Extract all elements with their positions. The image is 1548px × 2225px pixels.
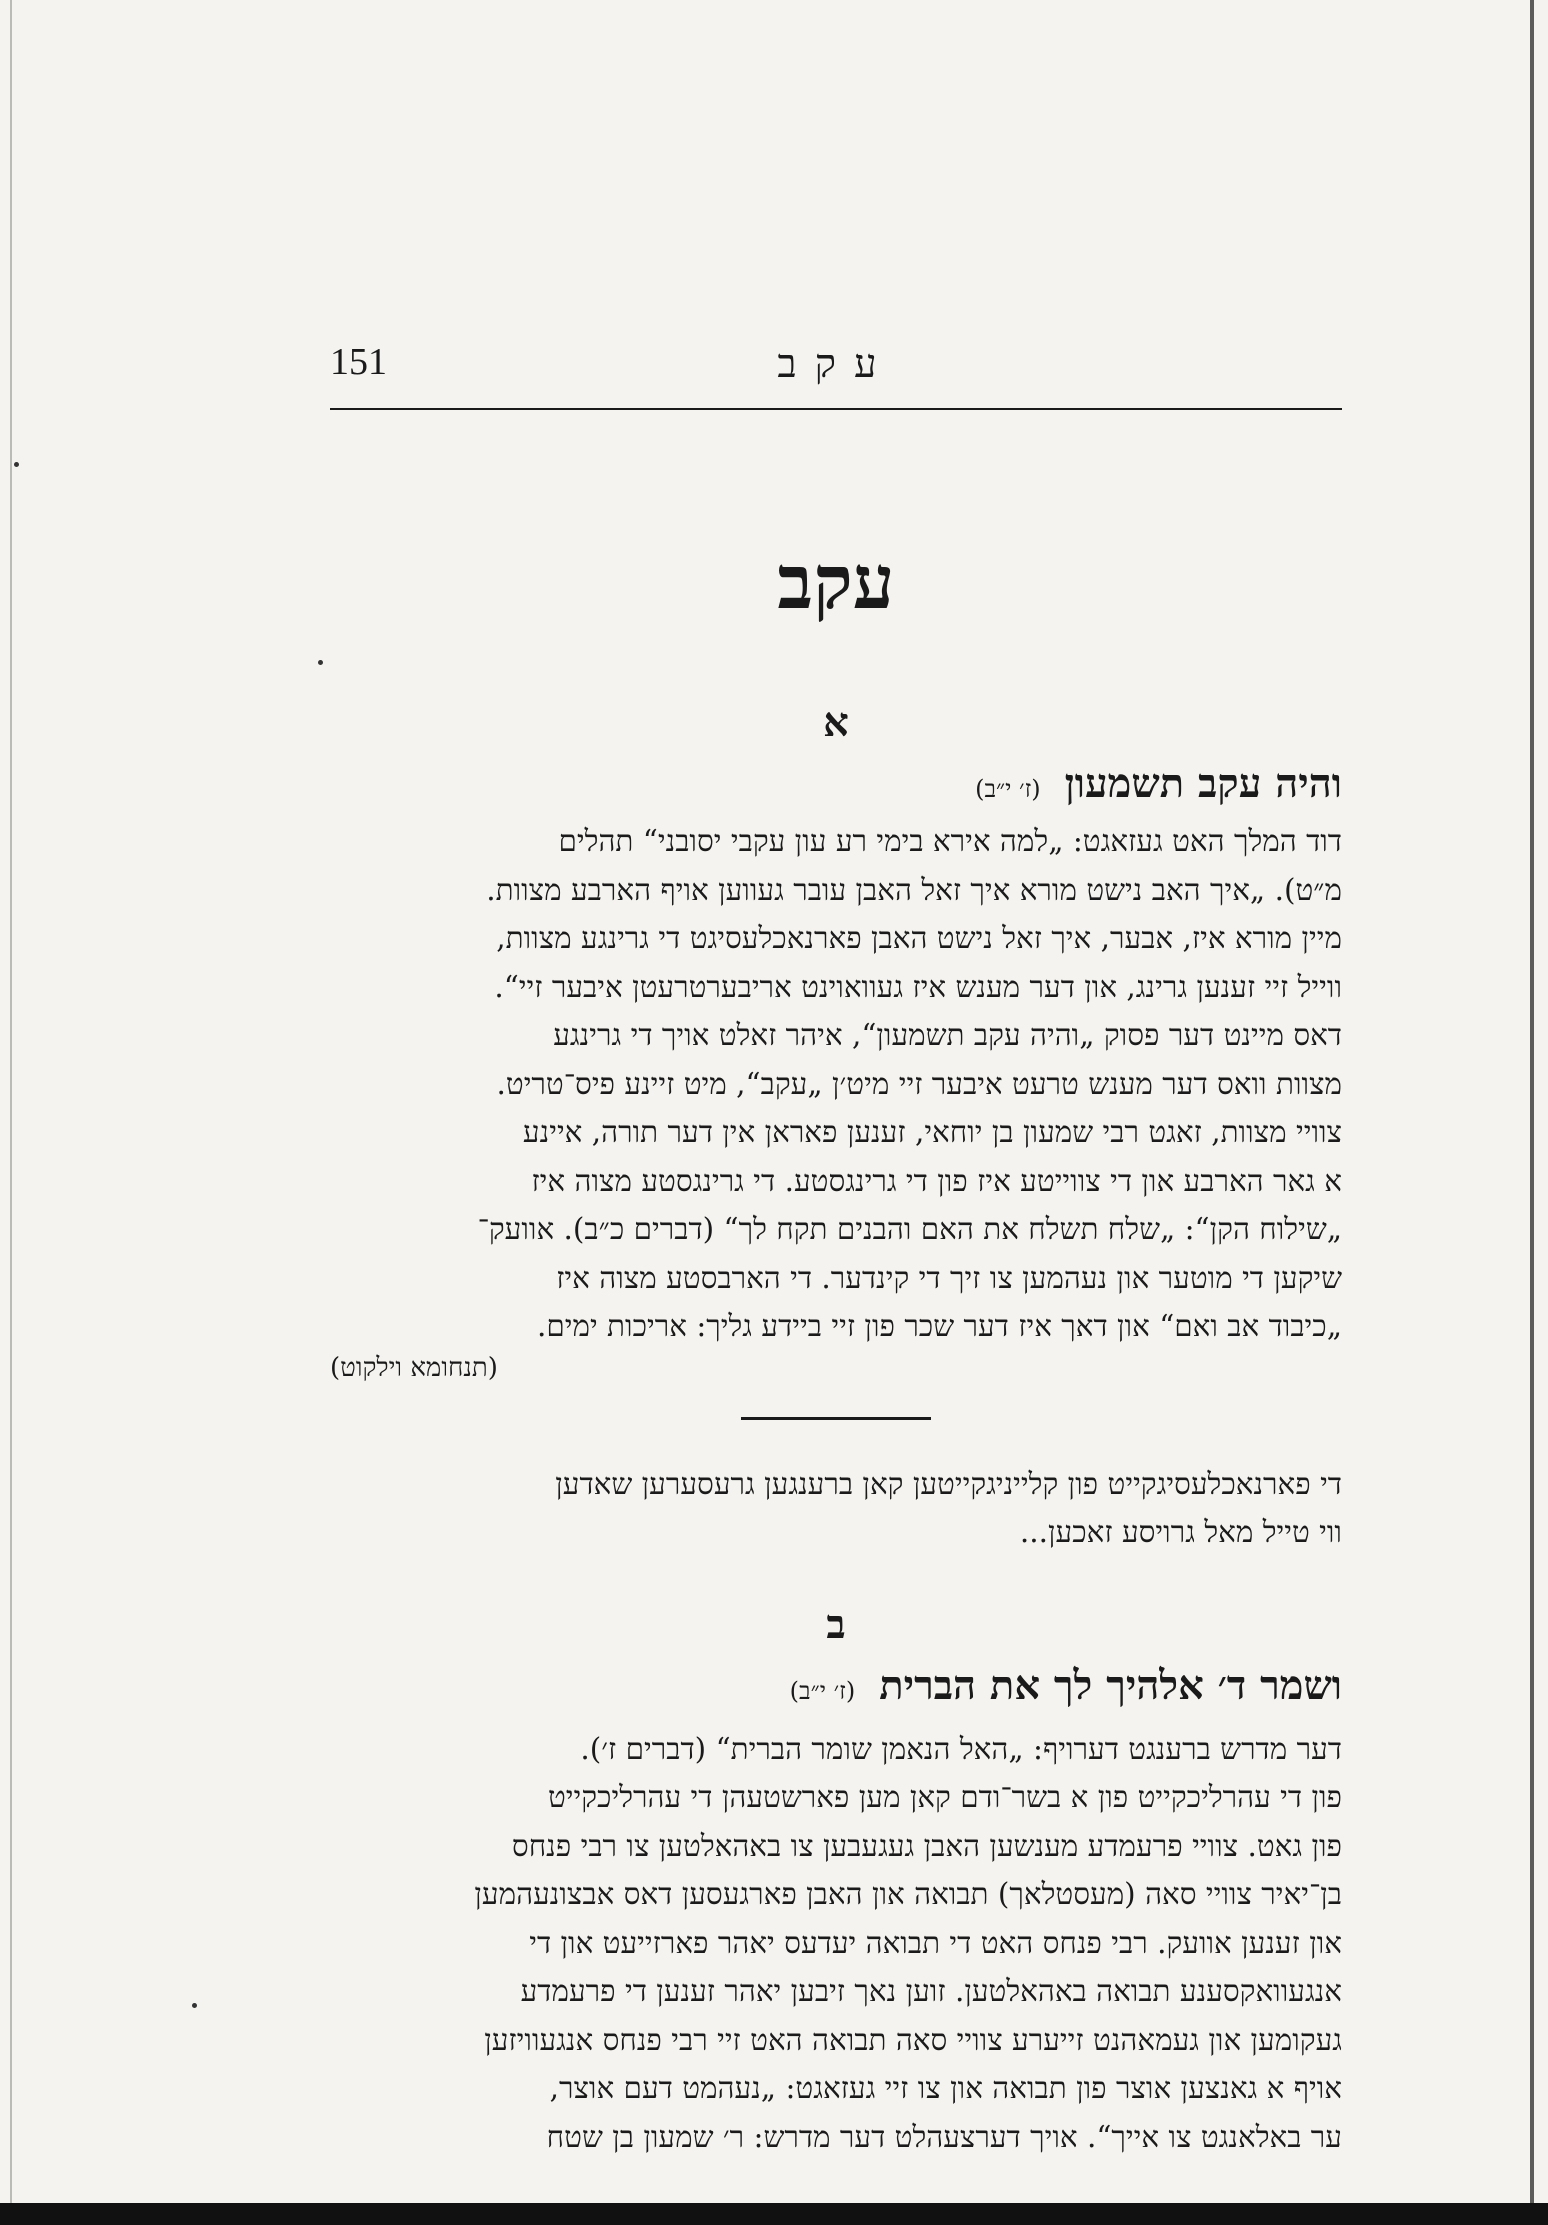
- verse-ref-1: (ז׳ י״ב): [975, 775, 1041, 803]
- text-line: אנגעוואקסענע תבואה באהאלטען. זוען נאך זיבען יאהר זענען די פרעמדע: [520, 1974, 1342, 2008]
- page-number: 151: [330, 341, 387, 383]
- paragraph-2: [330, 1725, 1342, 2162]
- moral-note: [330, 1460, 1342, 1557]
- chapter-title: עקב: [777, 540, 895, 626]
- scan-right-edge: [1530, 0, 1534, 2225]
- header-rule: [330, 408, 1342, 410]
- text-line: ווייל זיי זענען גרינג, און דער מענש איז געוואוינט אריבערטרעטן איבער זיי“.: [494, 969, 1342, 1004]
- text-line: מצוות וואס דער מענש טרעט איבער זיי מיט׳ן „עקב“, מיט זיינע פיס־טריט.: [496, 1066, 1342, 1101]
- text-line: צוויי מצוות, זאגט רבי שמעון בן יוחאי, זענען פאראן אין דער תורה, איינע: [522, 1115, 1342, 1149]
- text-line: און זענען אוועק. רבי פנחס האט די תבואה יעדעס יאהר פארזייעט און די: [529, 1925, 1342, 1960]
- scan-speck: [318, 660, 323, 665]
- verse-heading-2: [330, 1662, 1342, 1709]
- text-line: פון די עהרליכקייט פון א בשר־ודם קאן מען פארשטעהן די עהרליכקייט: [547, 1780, 1342, 1814]
- text-line: געקומען און געמאהנט זייערע צוויי סאה תבואה האט זיי רבי פנחס אנגעוויזען: [484, 2022, 1342, 2057]
- scan-speck: [192, 2003, 197, 2008]
- text-line: פון גאט. צוויי פרעמדע מענשען האבן געגעבען צו באהאלטען צו רבי פנחס: [511, 1828, 1342, 1863]
- verse-text-2: ושמר ד׳ אלהיך לך את הברית: [879, 1661, 1342, 1709]
- text-line: דאס מיינט דער פסוק „והיה עקב תשמעון“, איהר זאלט אויך די גרינגע: [553, 1018, 1342, 1052]
- verse-ref-2: (ז׳ י״ב): [789, 1676, 856, 1705]
- text-line: א גאר הארבע און די צווייטע איז פון די גרינגסטע. די גרינגסטע מצוה איז: [531, 1163, 1342, 1198]
- note-line: די פארנאכלעסיגקייט פון קלייניגקייטען קאן ברענגען גרעסערען שאדען: [555, 1466, 1342, 1501]
- section-letter-1: א: [823, 699, 849, 746]
- text-line: „שילוח הקן“: „שלח תשלח את האם והבנים תקח לך“ (דברים כ״ב). אוועק־: [477, 1212, 1342, 1246]
- text-line: ער באלאנגט צו אייך“. אויך דערצעהלט דער מדרש: ר׳ שמעון בן שטח: [546, 2119, 1342, 2154]
- text-line: שיקען די מוטער און נעהמען צו זיך די קינדער. די הארבסטע מצוה איז: [556, 1260, 1342, 1295]
- verse-text-1: והיה עקב תשמעון: [1064, 760, 1342, 807]
- running-head: [330, 340, 1342, 390]
- running-title: עקב: [777, 341, 895, 387]
- text-line: מיין מורא איז, אבער, איך זאל נישט האבן פארנאכלעסיגט די גרינגע מצוות,: [496, 921, 1342, 955]
- text-line: אויף א גאנצען אוצר פון תבואה און צו זיי געזאגט: „נעהמט דעם אוצר,: [549, 2071, 1342, 2105]
- text-line: דער מדרש ברענגט דערויף: „האל הנאמן שומר הברית“ (דברים ז׳).: [580, 1731, 1342, 1766]
- text-line: „כיבוד אב ואם“ און דאך איז דער שכר פון זיי ביידע גליך: אריכות ימים.: [536, 1309, 1342, 1343]
- section-letter-2: ב: [826, 1600, 846, 1648]
- text-line: מ״ט). „איך האב נישט מורא איך זאל האבן עובר געווען אויף הארבע מצוות.: [486, 872, 1342, 907]
- source-citation: (תנחומא וילקוט): [330, 1352, 498, 1383]
- text-line: דוד המלך האט געזאגט: „למה אירא בימי רע עון עקבי יסובני“ תהלים: [558, 824, 1342, 858]
- scan-speck: [14, 462, 19, 467]
- section-divider: [741, 1417, 931, 1420]
- note-line: ווי טייל מאל גרויסע זאכען...: [1019, 1515, 1342, 1549]
- scan-left-edge: [10, 0, 12, 2225]
- scan-bottom-edge: [0, 2203, 1548, 2225]
- book-page: [330, 340, 1342, 2161]
- text-line: בן־יאיר צוויי סאה (מעסטלאך) תבואה און האבן פארגעסען דאס אבצונעהמען: [474, 1877, 1342, 1911]
- verse-heading-1: [330, 760, 1342, 807]
- paragraph-1: [330, 817, 1342, 1351]
